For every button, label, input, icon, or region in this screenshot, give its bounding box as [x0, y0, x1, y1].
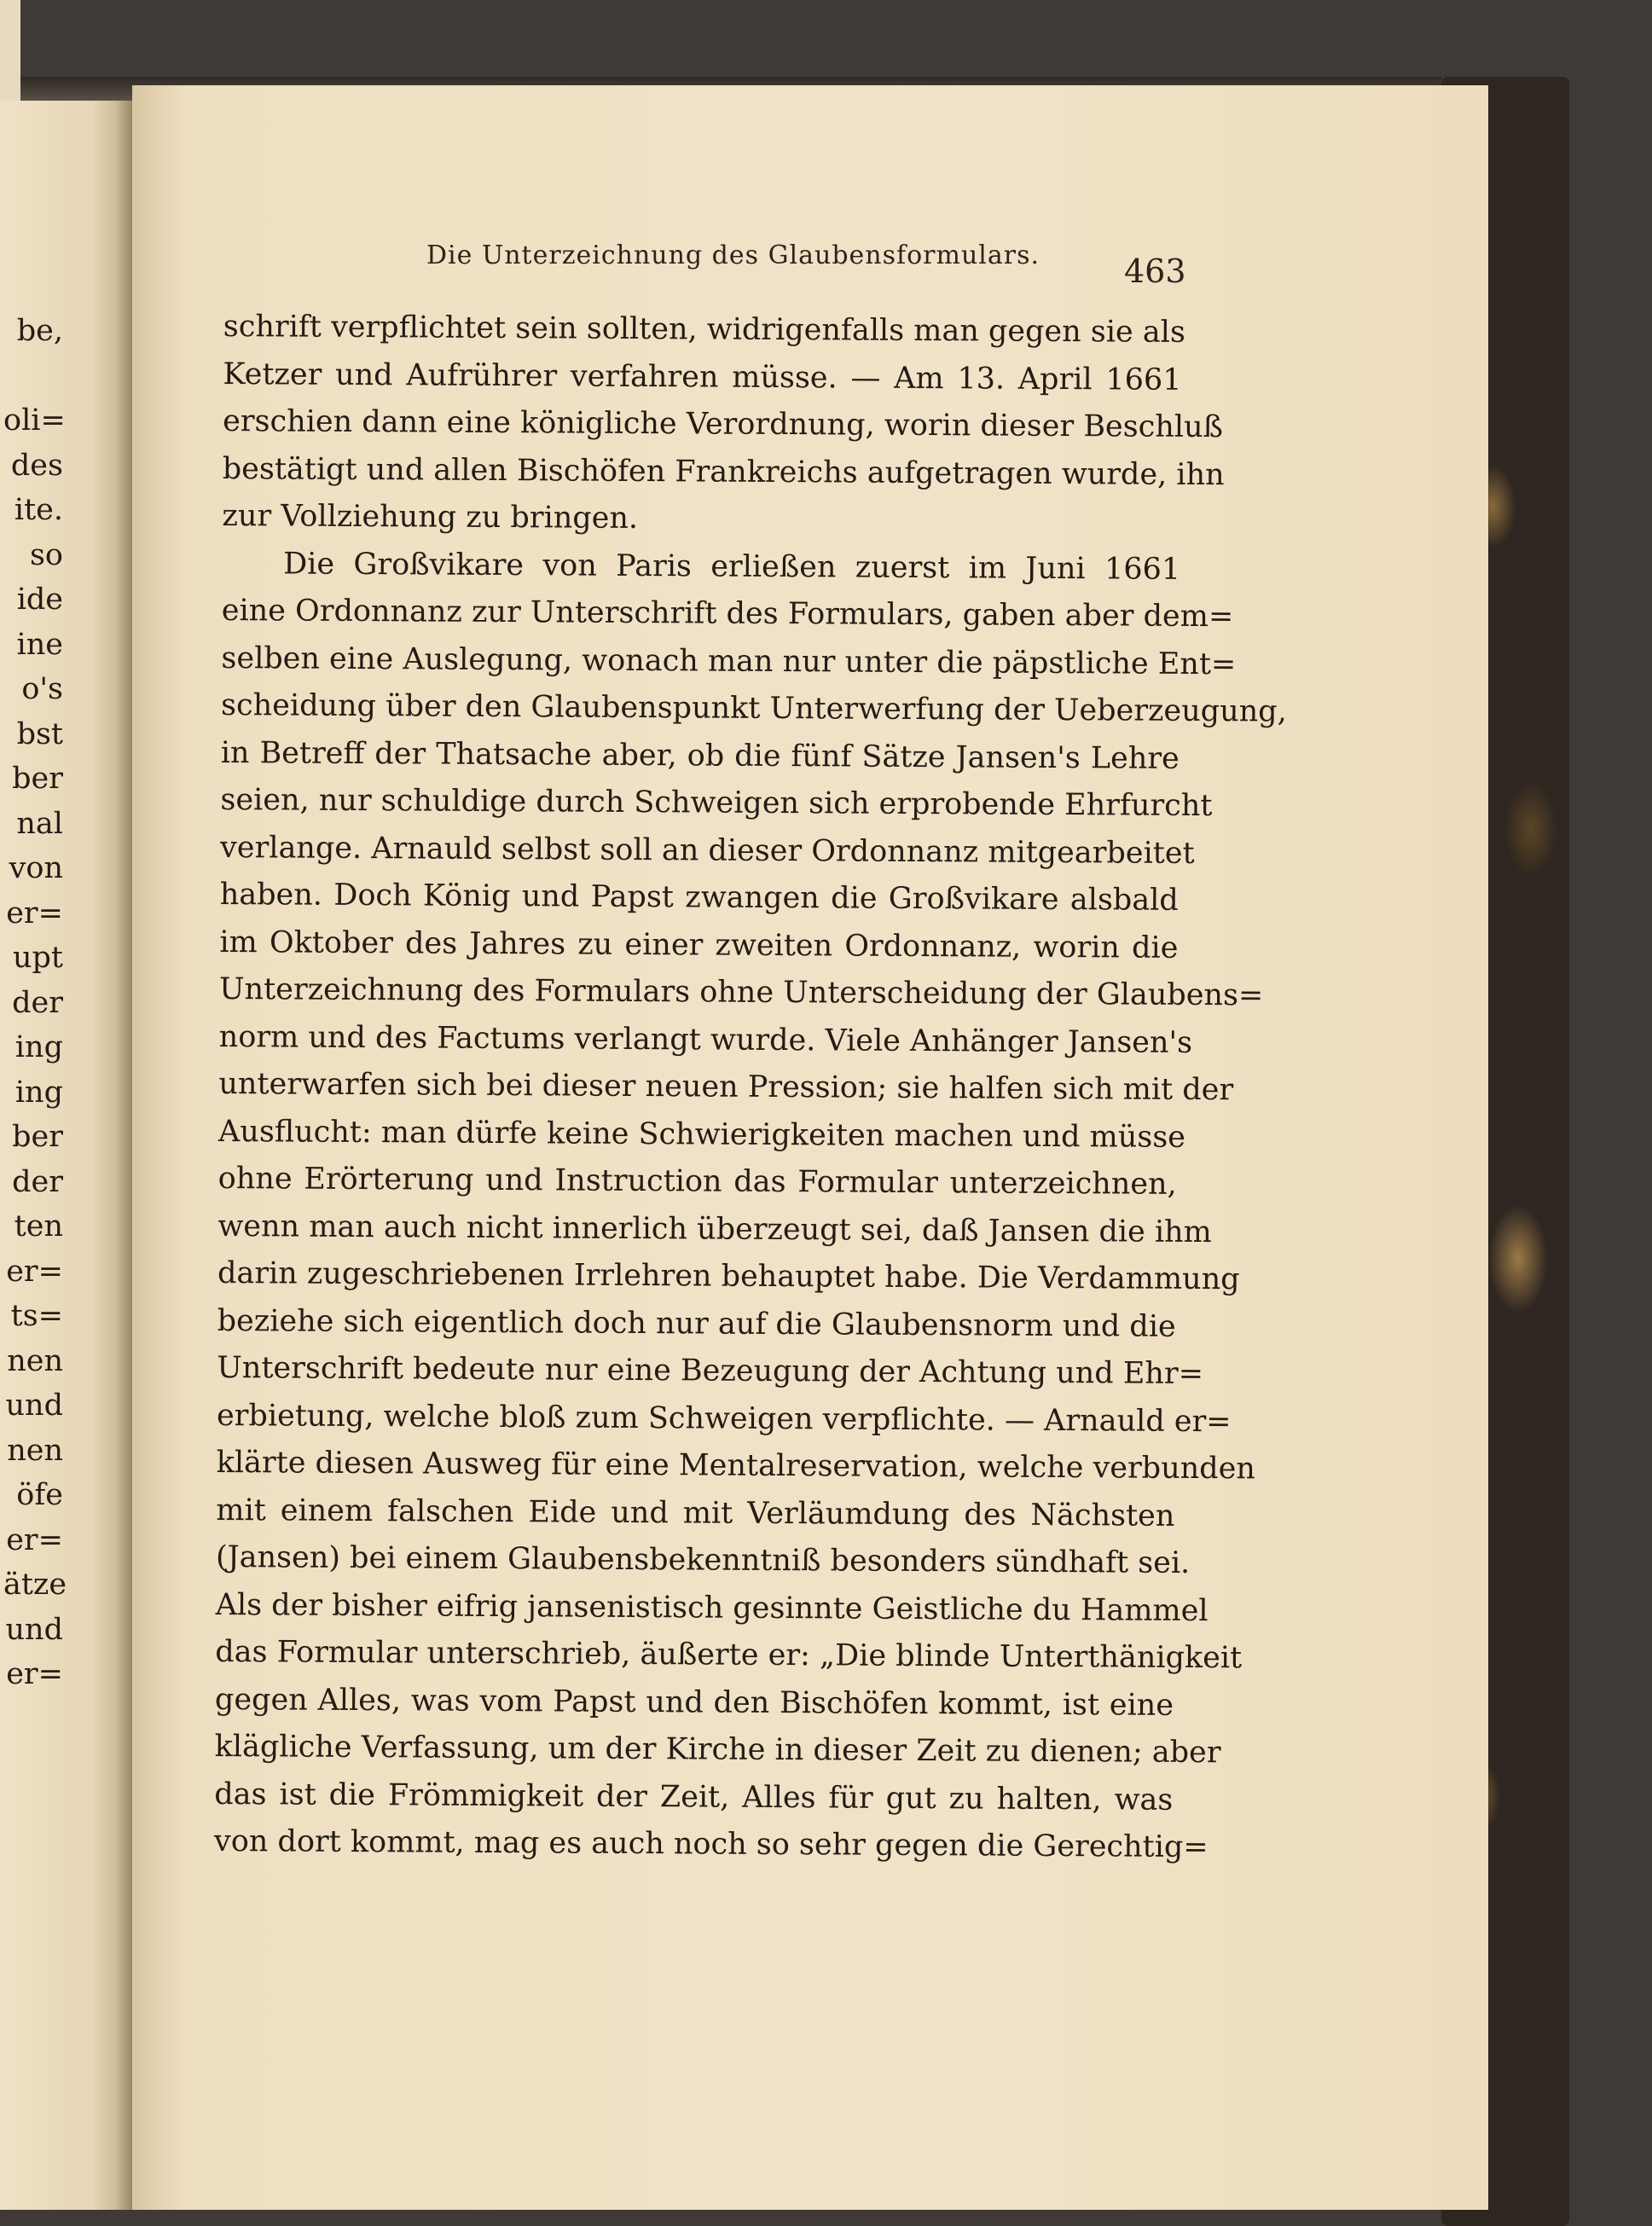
text-line: das Formular unterschrieb, äußerte er: „Die blinde Unterthänigkeit	[215, 1634, 1243, 1676]
text-line: seien, nur schuldige durch Schweigen sich erprobende Ehrfurcht	[220, 782, 1213, 824]
left-page-line-fragment: ing	[14, 1030, 63, 1064]
left-page-line-fragment: ber	[12, 1120, 63, 1154]
text-line: bestätigt und allen Bischöfen Frankreichs aufgetragen wurde, ihn	[222, 451, 1225, 492]
left-page-line-fragment: so	[29, 537, 63, 572]
text-line: von dort kommt, mag es auch noch so sehr gegen die Gerechtig=	[213, 1823, 1209, 1865]
left-page-line-fragment: er=	[6, 1254, 63, 1289]
text-line: verlange. Arnauld selbst soll an dieser Ordonnanz mitgearbeitet	[219, 830, 1195, 871]
left-page-line-fragment: der	[12, 985, 63, 1020]
text-line: haben. Doch König und Papst zwangen die Großvikare alsbald	[219, 877, 1179, 918]
left-page-line-fragment: nal	[16, 806, 63, 841]
text-line: scheidung über den Glaubenspunkt Unterwerfung der Ueberzeugung,	[221, 687, 1287, 729]
left-page-line-fragment: von	[9, 851, 63, 885]
left-page-line-fragment: ts=	[10, 1299, 63, 1333]
left-page-line-fragment: des	[10, 448, 63, 483]
left-page-line-fragment: er=	[6, 1657, 63, 1691]
text-line: schrift verpflichtet sein sollten, widrigenfalls man gegen sie als	[223, 309, 1185, 350]
text-line: norm und des Factums verlangt wurde. Viele Anhänger Jansen's	[218, 1019, 1193, 1060]
left-page-text-column	[3, 309, 67, 1697]
left-page-line-fragment: er=	[6, 896, 63, 930]
text-line: Als der bisher eifrig jansenistisch gesinnte Geistliche du Hammel	[215, 1587, 1209, 1628]
body-text	[213, 304, 1287, 1871]
text-line: ohne Erörterung und Instruction das Formular unterzeichnen,	[217, 1161, 1177, 1202]
left-page-line-fragment: nen	[7, 1343, 63, 1378]
text-line: zur Vollziehung zu bringen.	[222, 498, 639, 536]
text-line: klärte diesen Ausweg für eine Mentalreservation, welche verbunden	[216, 1445, 1256, 1487]
text-line: Ausflucht: man dürfe keine Schwierigkeiten machen und müsse	[217, 1114, 1186, 1155]
left-page-line-fragment: ten	[14, 1209, 63, 1243]
left-page-line-fragment: öfe	[16, 1478, 63, 1512]
left-page-line-fragment: upt	[12, 941, 63, 975]
left-page-line-fragment: und	[5, 1388, 63, 1423]
text-line: erschien dann eine königliche Verordnung, worin dieser Beschluß	[223, 403, 1224, 445]
text-line: Ketzer und Aufrührer verfahren müsse. — Am 13. April 1661	[223, 357, 1182, 397]
text-line: Unterschrift bedeute nur eine Bezeugung der Achtung und Ehr=	[217, 1350, 1204, 1392]
running-header: Die Unterzeichnung des Glaubensformulars.	[426, 241, 1040, 270]
text-line: im Oktober des Jahres zu einer zweiten Ordonnanz, worin die	[219, 925, 1179, 965]
text-line: wenn man auch nicht innerlich überzeugt sei, daß Jansen die ihm	[217, 1209, 1212, 1249]
text-line: darin zugeschriebenen Irrlehren behauptet habe. Die Verdammung	[217, 1255, 1240, 1297]
left-page-line-fragment: ide	[16, 583, 63, 617]
left-page-line-fragment: ätze	[3, 1568, 67, 1602]
text-line: mit einem falschen Eide und mit Verläumdung des Nächsten	[216, 1493, 1175, 1533]
text-line: beziehe sich eigentlich doch nur auf die Glaubensnorm und die	[217, 1303, 1176, 1344]
left-page-line-fragment: ite.	[14, 493, 63, 527]
left-page-line-fragment: er=	[6, 1522, 63, 1557]
text-line: (Jansen) bei einem Glaubensbekenntniß besonders sündhaft sei.	[215, 1539, 1191, 1580]
left-page-line-fragment	[3, 354, 63, 399]
left-page-line-fragment: ber	[12, 762, 63, 796]
text-line: das ist die Frömmigkeit der Zeit, Alles für gut zu halten, was	[214, 1777, 1174, 1817]
text-line: klägliche Verfassung, um der Kirche in dieser Zeit zu dienen; aber	[214, 1729, 1221, 1771]
left-page-line-fragment: und	[5, 1612, 63, 1647]
left-page-line-fragment: oli=	[3, 403, 66, 438]
page-number: 463	[1124, 252, 1186, 290]
text-line: unterwarfen sich bei dieser neuen Pression; sie halfen sich mit der	[218, 1066, 1234, 1108]
text-line: erbietung, welche bloß zum Schweigen verpflichte. — Arnauld er=	[216, 1398, 1232, 1439]
left-page-line-fragment: nen	[7, 1433, 63, 1468]
text-line: selben eine Auslegung, wonach man nur unter die päpstliche Ent=	[221, 641, 1237, 681]
left-page-line-fragment: ing	[14, 1075, 63, 1110]
text-line: Unterzeichnung des Formulars ohne Unterscheidung der Glaubens=	[218, 971, 1264, 1013]
left-page-line-fragment: der	[12, 1164, 63, 1199]
left-page-line-fragment: bst	[16, 716, 63, 751]
text-line: eine Ordonnanz zur Unterschrift des Formulars, gaben aber dem=	[221, 593, 1234, 635]
left-page-line-fragment: ine	[16, 627, 63, 662]
text-line-paragraph-start: Die Großvikare von Paris erließen zuerst im Juni 1661	[283, 546, 1181, 587]
left-page-line-fragment: be,	[16, 314, 63, 348]
left-page-line-fragment: o's	[21, 672, 63, 706]
text-line: gegen Alles, was vom Papst und den Bischöfen kommt, ist eine	[214, 1682, 1174, 1723]
text-line: in Betreff der Thatsache aber, ob die fünf Sätze Jansen's Lehre	[220, 735, 1180, 776]
